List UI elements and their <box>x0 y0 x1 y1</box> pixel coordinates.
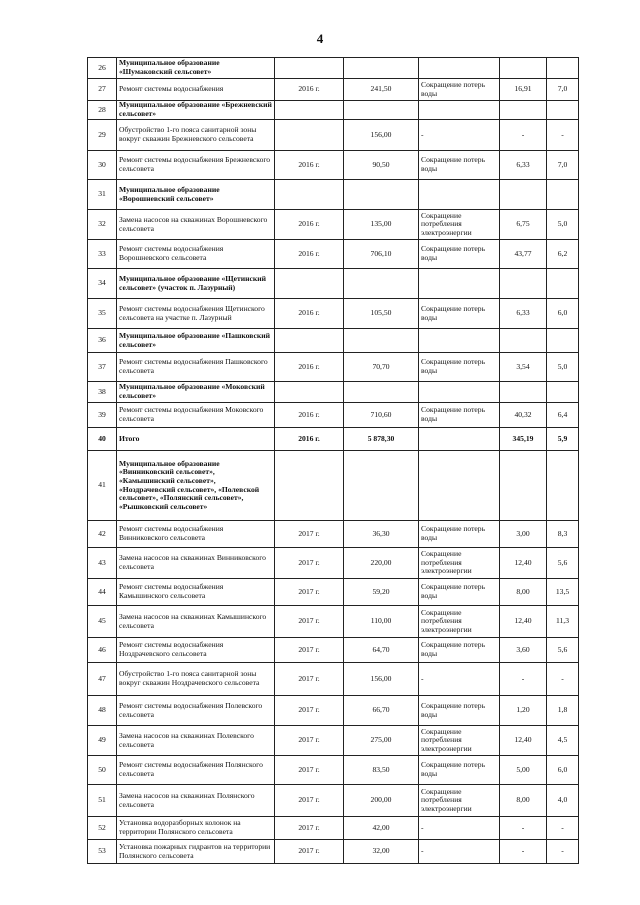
table-row <box>88 269 579 299</box>
row-percent-cell <box>547 58 579 79</box>
row-percent-cell <box>547 269 579 299</box>
row-year-cell <box>275 451 344 521</box>
table-row <box>88 521 579 548</box>
row-number-cell: 26 <box>88 58 117 79</box>
row-year-cell <box>275 329 344 353</box>
row-value-cell: 43,77 <box>500 240 547 269</box>
table-row <box>88 151 579 180</box>
row-value-cell: 8,00 <box>500 785 547 817</box>
row-name-cell: Муниципальное образование «Ворошневский сельсовет» <box>117 180 275 210</box>
row-effect-cell <box>419 180 500 210</box>
row-value-cell: 345,19 <box>500 428 547 451</box>
row-effect-cell: Сокращение потерь воды <box>419 579 500 606</box>
row-value-cell: 6,33 <box>500 151 547 180</box>
row-year-cell: 2016 г. <box>275 403 344 428</box>
row-cost-cell: 275,00 <box>344 726 419 756</box>
row-effect-cell <box>419 329 500 353</box>
table-row <box>88 785 579 817</box>
row-number-cell: 47 <box>88 663 117 696</box>
row-cost-cell: 90,50 <box>344 151 419 180</box>
row-percent-cell: 4,0 <box>547 785 579 817</box>
table-row <box>88 79 579 101</box>
row-name-cell: Ремонт системы водоснабжения Камышинского сельсовета <box>117 579 275 606</box>
row-cost-cell <box>344 329 419 353</box>
row-cost-cell: 241,50 <box>344 79 419 101</box>
row-effect-cell <box>419 451 500 521</box>
row-cost-cell: 110,00 <box>344 606 419 638</box>
row-number-cell: 52 <box>88 817 117 840</box>
row-number-cell: 53 <box>88 840 117 864</box>
table-row <box>88 663 579 696</box>
row-number-cell: 40 <box>88 428 117 451</box>
row-effect-cell: - <box>419 840 500 864</box>
row-name-cell: Муниципальное образование «Брежневский сельсовет» <box>117 101 275 120</box>
row-percent-cell: 5,6 <box>547 638 579 663</box>
row-effect-cell: Сокращение потерь воды <box>419 403 500 428</box>
row-value-cell: 12,40 <box>500 606 547 638</box>
row-percent-cell: 6,4 <box>547 403 579 428</box>
row-cost-cell <box>344 101 419 120</box>
row-value-cell: 3,00 <box>500 521 547 548</box>
row-number-cell: 48 <box>88 696 117 726</box>
table-body <box>88 58 579 864</box>
row-number-cell: 37 <box>88 353 117 382</box>
row-name-cell: Ремонт системы водоснабжения Пашковского сельсовета <box>117 353 275 382</box>
table-row <box>88 428 579 451</box>
row-name-cell: Муниципальное образование «Винниковский сельсовет», «Камышинский сельсовет», «Ноздрачевский сельсовет», «Полевской сельсовет», «Полянский сельсовет», «Рышковский сельсовет» <box>117 451 275 521</box>
row-effect-cell: Сокращение потребления электроэнергии <box>419 210 500 240</box>
row-name-cell: Замена насосов на скважинах Ворошневского сельсовета <box>117 210 275 240</box>
row-year-cell <box>275 382 344 403</box>
row-value-cell <box>500 180 547 210</box>
row-effect-cell: - <box>419 817 500 840</box>
row-name-cell: Муниципальное образование «Моковский сельсовет» <box>117 382 275 403</box>
row-effect-cell: Сокращение потребления электроэнергии <box>419 726 500 756</box>
row-percent-cell <box>547 329 579 353</box>
row-name-cell: Муниципальное образование «Пашковский сельсовет» <box>117 329 275 353</box>
row-percent-cell <box>547 180 579 210</box>
row-value-cell: 3,54 <box>500 353 547 382</box>
row-cost-cell: 64,70 <box>344 638 419 663</box>
row-value-cell: 12,40 <box>500 548 547 579</box>
row-number-cell: 42 <box>88 521 117 548</box>
table-row <box>88 606 579 638</box>
row-number-cell: 33 <box>88 240 117 269</box>
row-number-cell: 51 <box>88 785 117 817</box>
table-row <box>88 180 579 210</box>
row-value-cell <box>500 329 547 353</box>
table-row <box>88 817 579 840</box>
row-year-cell: 2016 г. <box>275 299 344 329</box>
row-percent-cell: 1,8 <box>547 696 579 726</box>
row-year-cell: 2017 г. <box>275 548 344 579</box>
row-cost-cell: 156,00 <box>344 663 419 696</box>
row-year-cell: 2016 г. <box>275 353 344 382</box>
row-name-cell: Ремонт системы водоснабжения <box>117 79 275 101</box>
row-percent-cell: 6,2 <box>547 240 579 269</box>
row-year-cell <box>275 58 344 79</box>
row-number-cell: 50 <box>88 756 117 785</box>
table-row <box>88 756 579 785</box>
table-row <box>88 548 579 579</box>
row-percent-cell: 8,3 <box>547 521 579 548</box>
row-percent-cell: 6,0 <box>547 756 579 785</box>
row-year-cell: 2017 г. <box>275 840 344 864</box>
row-number-cell: 44 <box>88 579 117 606</box>
row-percent-cell: 4,5 <box>547 726 579 756</box>
row-name-cell: Замена насосов на скважинах Полянского сельсовета <box>117 785 275 817</box>
table-row <box>88 210 579 240</box>
row-year-cell: 2017 г. <box>275 606 344 638</box>
row-name-cell: Ремонт системы водоснабжения Полевского сельсовета <box>117 696 275 726</box>
page-number: 4 <box>316 31 324 46</box>
row-year-cell <box>275 101 344 120</box>
row-effect-cell: - <box>419 663 500 696</box>
row-value-cell: 8,00 <box>500 579 547 606</box>
row-effect-cell: Сокращение потерь воды <box>419 696 500 726</box>
row-year-cell: 2016 г. <box>275 428 344 451</box>
row-cost-cell: 156,00 <box>344 120 419 151</box>
row-effect-cell: Сокращение потребления электроэнергии <box>419 606 500 638</box>
row-number-cell: 39 <box>88 403 117 428</box>
row-name-cell: Муниципальное образование «Щетинский сельсовет» (участок п. Лазурный) <box>117 269 275 299</box>
row-percent-cell: - <box>547 663 579 696</box>
table-row <box>88 120 579 151</box>
row-number-cell: 38 <box>88 382 117 403</box>
row-year-cell: 2017 г. <box>275 521 344 548</box>
row-value-cell <box>500 58 547 79</box>
row-number-cell: 49 <box>88 726 117 756</box>
row-cost-cell <box>344 269 419 299</box>
row-year-cell: 2017 г. <box>275 663 344 696</box>
row-number-cell: 43 <box>88 548 117 579</box>
row-cost-cell <box>344 451 419 521</box>
row-value-cell: 40,32 <box>500 403 547 428</box>
table-row <box>88 403 579 428</box>
row-effect-cell: Сокращение потребления электроэнергии <box>419 548 500 579</box>
row-name-cell: Ремонт системы водоснабжения Ноздрачевского сельсовета <box>117 638 275 663</box>
table-row <box>88 329 579 353</box>
row-percent-cell: 11,3 <box>547 606 579 638</box>
row-percent-cell: 5,0 <box>547 353 579 382</box>
table-row <box>88 58 579 79</box>
row-number-cell: 36 <box>88 329 117 353</box>
row-percent-cell: - <box>547 817 579 840</box>
row-value-cell <box>500 269 547 299</box>
table-row <box>88 726 579 756</box>
row-year-cell <box>275 120 344 151</box>
row-cost-cell: 83,50 <box>344 756 419 785</box>
row-year-cell: 2017 г. <box>275 785 344 817</box>
row-year-cell: 2016 г. <box>275 79 344 101</box>
row-percent-cell <box>547 382 579 403</box>
row-value-cell <box>500 451 547 521</box>
row-number-cell: 45 <box>88 606 117 638</box>
row-number-cell: 46 <box>88 638 117 663</box>
row-value-cell <box>500 382 547 403</box>
row-number-cell: 32 <box>88 210 117 240</box>
table-row <box>88 840 579 864</box>
row-name-cell: Замена насосов на скважинах Винниковского сельсовета <box>117 548 275 579</box>
row-number-cell: 28 <box>88 101 117 120</box>
row-name-cell: Муниципальное образование «Шумаковский сельсовет» <box>117 58 275 79</box>
row-percent-cell: 5,9 <box>547 428 579 451</box>
row-effect-cell <box>419 101 500 120</box>
row-effect-cell <box>419 382 500 403</box>
row-effect-cell: Сокращение потерь воды <box>419 521 500 548</box>
row-effect-cell: Сокращение потерь воды <box>419 353 500 382</box>
row-name-cell: Замена насосов на скважинах Камышинского сельсовета <box>117 606 275 638</box>
row-name-cell: Ремонт системы водоснабжения Полянского сельсовета <box>117 756 275 785</box>
row-value-cell: 12,40 <box>500 726 547 756</box>
row-year-cell: 2016 г. <box>275 151 344 180</box>
row-year-cell: 2017 г. <box>275 726 344 756</box>
row-value-cell: 5,00 <box>500 756 547 785</box>
row-effect-cell: Сокращение потребления электроэнергии <box>419 785 500 817</box>
row-cost-cell: 59,20 <box>344 579 419 606</box>
row-value-cell: 3,60 <box>500 638 547 663</box>
row-percent-cell: 5,6 <box>547 548 579 579</box>
row-year-cell: 2016 г. <box>275 240 344 269</box>
row-cost-cell <box>344 58 419 79</box>
row-year-cell: 2017 г. <box>275 817 344 840</box>
row-effect-cell: Сокращение потерь воды <box>419 79 500 101</box>
row-effect-cell <box>419 269 500 299</box>
table-row <box>88 299 579 329</box>
row-percent-cell: 6,0 <box>547 299 579 329</box>
row-cost-cell: 36,30 <box>344 521 419 548</box>
row-name-cell: Обустройство 1-го пояса санитарной зоны вокруг скважин Ноздрачевского сельсовета <box>117 663 275 696</box>
row-cost-cell <box>344 180 419 210</box>
row-year-cell: 2017 г. <box>275 696 344 726</box>
row-value-cell: 16,91 <box>500 79 547 101</box>
row-value-cell: 1,20 <box>500 696 547 726</box>
table-row <box>88 451 579 521</box>
row-percent-cell: 7,0 <box>547 151 579 180</box>
row-percent-cell: 13,5 <box>547 579 579 606</box>
row-cost-cell: 70,70 <box>344 353 419 382</box>
row-cost-cell <box>344 382 419 403</box>
row-cost-cell: 710,60 <box>344 403 419 428</box>
row-effect-cell: Сокращение потерь воды <box>419 756 500 785</box>
table-row <box>88 101 579 120</box>
row-value-cell: 6,75 <box>500 210 547 240</box>
row-cost-cell: 105,50 <box>344 299 419 329</box>
row-cost-cell: 706,10 <box>344 240 419 269</box>
row-number-cell: 31 <box>88 180 117 210</box>
row-number-cell: 34 <box>88 269 117 299</box>
row-name-cell: Ремонт системы водоснабжения Щетинского сельсовета на участке п. Лазурный <box>117 299 275 329</box>
table-row <box>88 353 579 382</box>
row-cost-cell: 135,00 <box>344 210 419 240</box>
row-cost-cell: 66,70 <box>344 696 419 726</box>
row-number-cell: 29 <box>88 120 117 151</box>
row-percent-cell <box>547 451 579 521</box>
row-year-cell <box>275 269 344 299</box>
row-percent-cell: 7,0 <box>547 79 579 101</box>
row-number-cell: 30 <box>88 151 117 180</box>
row-year-cell <box>275 180 344 210</box>
row-cost-cell: 200,00 <box>344 785 419 817</box>
row-value-cell: - <box>500 840 547 864</box>
row-name-cell: Ремонт системы водоснабжения Винниковского сельсовета <box>117 521 275 548</box>
row-cost-cell: 42,00 <box>344 817 419 840</box>
row-number-cell: 27 <box>88 79 117 101</box>
row-name-cell: Установка пожарных гидрантов на территории Полянского сельсовета <box>117 840 275 864</box>
row-effect-cell <box>419 428 500 451</box>
row-number-cell: 41 <box>88 451 117 521</box>
row-value-cell: - <box>500 817 547 840</box>
table-row <box>88 382 579 403</box>
row-effect-cell: Сокращение потерь воды <box>419 151 500 180</box>
row-percent-cell: - <box>547 120 579 151</box>
row-name-cell: Установка водоразборных колонок на территории Полянского сельсовета <box>117 817 275 840</box>
row-name-cell: Ремонт системы водоснабжения Брежневского сельсовета <box>117 151 275 180</box>
row-name-cell: Ремонт системы водоснабжения Моковского сельсовета <box>117 403 275 428</box>
row-percent-cell: 5,0 <box>547 210 579 240</box>
table-row <box>88 696 579 726</box>
table-row <box>88 240 579 269</box>
row-percent-cell <box>547 101 579 120</box>
table-row <box>88 579 579 606</box>
row-value-cell: 6,33 <box>500 299 547 329</box>
row-value-cell: - <box>500 663 547 696</box>
row-effect-cell: Сокращение потерь воды <box>419 638 500 663</box>
row-percent-cell: - <box>547 840 579 864</box>
row-cost-cell: 220,00 <box>344 548 419 579</box>
row-name-cell: Замена насосов на скважинах Полевского сельсовета <box>117 726 275 756</box>
row-cost-cell: 32,00 <box>344 840 419 864</box>
row-effect-cell: Сокращение потерь воды <box>419 299 500 329</box>
row-number-cell: 35 <box>88 299 117 329</box>
row-year-cell: 2017 г. <box>275 756 344 785</box>
row-year-cell: 2017 г. <box>275 579 344 606</box>
row-effect-cell: Сокращение потерь воды <box>419 240 500 269</box>
row-value-cell: - <box>500 120 547 151</box>
row-year-cell: 2017 г. <box>275 638 344 663</box>
row-effect-cell: - <box>419 120 500 151</box>
row-name-cell: Обустройство 1-го пояса санитарной зоны вокруг скважин Брежневского сельсовета <box>117 120 275 151</box>
row-name-cell: Ремонт системы водоснабжения Ворошневского сельсовета <box>117 240 275 269</box>
table-row <box>88 638 579 663</box>
row-year-cell: 2016 г. <box>275 210 344 240</box>
row-name-cell: Итого <box>117 428 275 451</box>
row-value-cell <box>500 101 547 120</box>
row-effect-cell <box>419 58 500 79</box>
row-cost-cell: 5 878,30 <box>344 428 419 451</box>
measures-table <box>87 57 579 864</box>
